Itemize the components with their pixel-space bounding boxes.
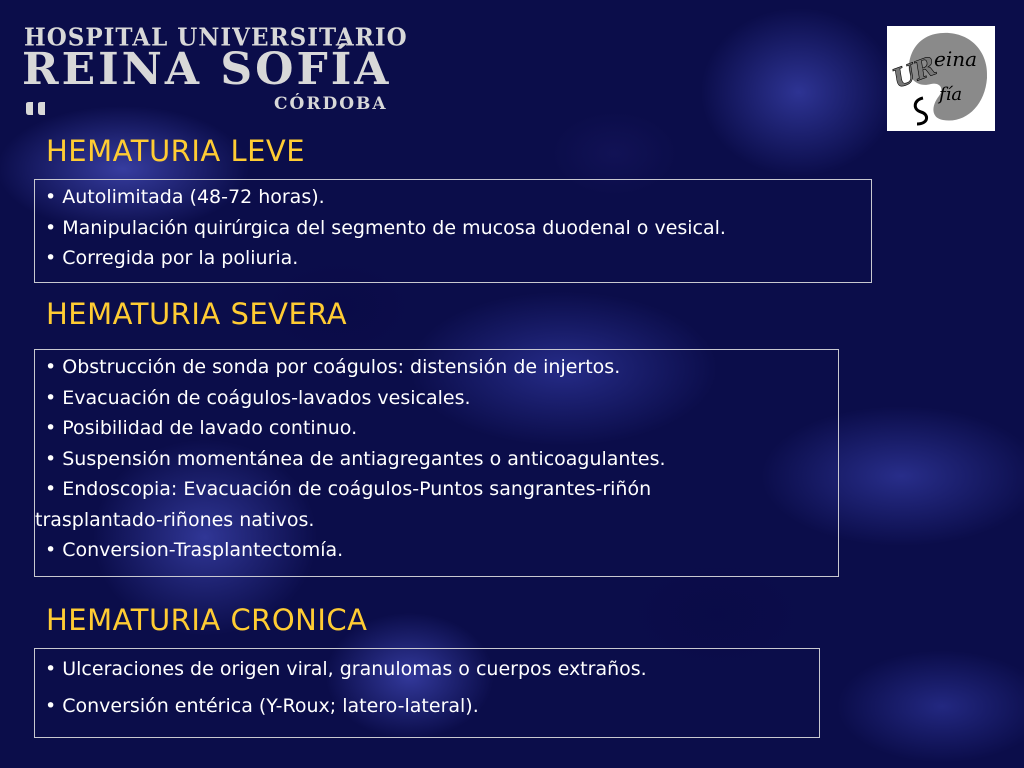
logo-line-hospital: HOSPITAL UNIVERSITARIO bbox=[24, 23, 408, 52]
urology-emblem bbox=[887, 26, 995, 131]
list-item: • Corregida por la poliuria. bbox=[45, 247, 299, 269]
logo-line-reina-sofia: REINA SOFÍA bbox=[22, 44, 392, 95]
list-item: • Suspensión momentánea de antiagregantes o anticoagulantes. bbox=[45, 447, 666, 470]
hospital-logo bbox=[22, 24, 422, 116]
emblem-text-mid: UR bbox=[888, 51, 941, 95]
list-item-continuation: trasplantado-riñones nativos. bbox=[35, 508, 315, 531]
list-item: • Endoscopia: Evacuación de coágulos-Puntos sangrantes-riñón bbox=[45, 478, 652, 500]
list-item: • Conversion-Trasplantectomía. bbox=[45, 539, 344, 561]
list-item: • Autolimitada (48-72 horas). bbox=[45, 186, 325, 208]
list-item: • Conversión entérica (Y-Roux; latero-lateral). bbox=[45, 694, 479, 717]
emblem-text-top: eina bbox=[934, 47, 978, 71]
logo-mark-icon bbox=[24, 101, 60, 117]
section-title-severa: HEMATURIA SEVERA bbox=[46, 297, 348, 331]
logo-line-cordoba: CÓRDOBA bbox=[274, 94, 388, 114]
section-title-cronica: HEMATURIA CRONICA bbox=[46, 603, 368, 637]
section-box-severa bbox=[34, 349, 839, 577]
section-box-leve bbox=[34, 179, 872, 283]
section-title-leve: HEMATURIA LEVE bbox=[46, 134, 306, 168]
kidney-icon bbox=[887, 26, 995, 131]
emblem-text-bot: fía bbox=[939, 84, 963, 105]
list-item: • Manipulación quirúrgica del segmento de mucosa duodenal o vesical. bbox=[45, 216, 726, 239]
list-item: • Posibilidad de lavado continuo. bbox=[45, 417, 358, 439]
list-item: • Evacuación de coágulos-lavados vesicales. bbox=[45, 386, 471, 409]
list-item: • Ulceraciones de origen viral, granulomas o cuerpos extraños. bbox=[45, 658, 647, 680]
section-box-cronica bbox=[34, 648, 820, 738]
list-item: • Obstrucción de sonda por coágulos: distensión de injertos. bbox=[45, 356, 621, 378]
